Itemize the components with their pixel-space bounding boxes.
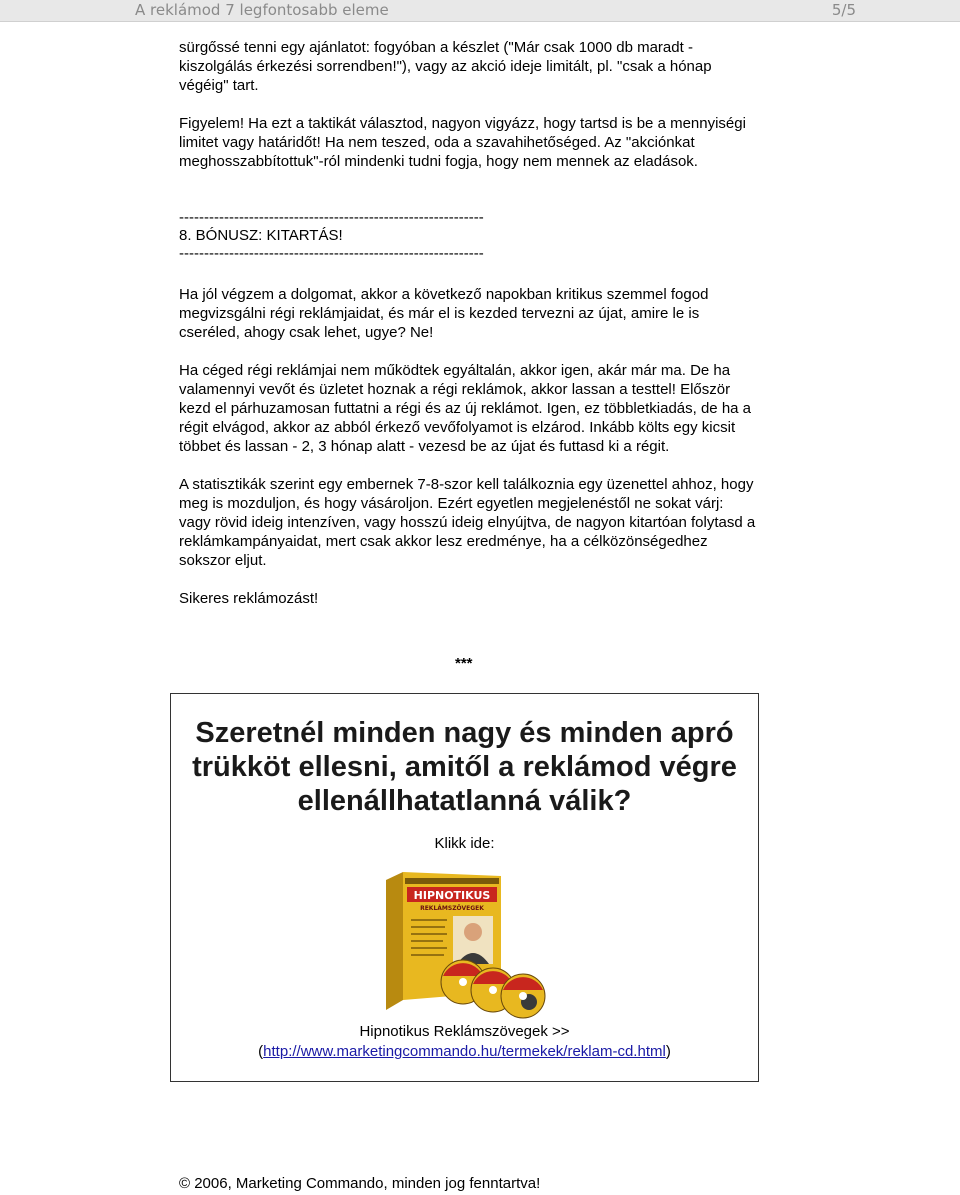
page-number: 5/5 [831,1,856,19]
box-brand-text: HIPNOTIKUS [413,889,491,902]
main-content [179,38,759,608]
paragraph-review: Ha jól végzem a dolgomat, akkor a következő napokban kritikus szemmel fogod megvizsgálni régi reklámjaidat, és már el is kezded tervezni az újat, amire le is cseréled, ahogy csak lehet, ugye? Ne! [179,286,709,341]
box-sub-text: REKLÁMSZÖVEGEK [420,905,484,912]
product-box-image[interactable] [381,872,551,1022]
box-side [386,872,403,1010]
paragraph-warning: Figyelem! Ha ezt a taktikát választod, nagyon vigyázz, hogy tartsd is be a mennyiségi limitet vagy határidőt! Ha nem teszed, oda a szavahihetőséged. Az "akciónkat meghosszabbítottuk"-ról mindenki tudni fogja, hogy nem mennek az eladások. [179,115,746,170]
box-portrait-head [464,923,482,941]
paragraph-old-ads: Ha céged régi reklámjai nem működtek egyáltalán, akkor igen, akár már ma. De ha valamennyi vevőt és üzletet hoznak a régi reklámok, akkor lassan a testtel! Először kezd el párhuzamosan futtatni a régi és az új reklámot. Igen, ez többletkiadás, de ha a régit elvágod, akkor az abból érkező vevőfolyamot is elzárod. Inkább költs egy kicsit többet és lassan - 2, 3 hónap alatt - vezesd be az újat és futtasd ki a régit. [179,362,752,455]
section-divider-stars: *** [455,655,473,672]
cd-discs [441,960,545,1018]
page-header [0,0,960,22]
bonus-heading: 8. BÓNUSZ: KITARTÁS! [179,227,343,244]
copyright-footer: © 2006, Marketing Commando, minden jog fenntartva! [179,1175,541,1192]
product-name: Hipnotikus Reklámszövegek >> [359,1023,570,1040]
separator-top: ------------------------------------------------------------- [179,209,484,226]
product-url-line [171,1042,758,1062]
paragraph-statistics: A statisztikák szerint egy embernek 7-8-szor kell találkoznia egy üzenettel ahhoz, hogy meg is mozduljon, és hogy vásároljon. Ezért egyetlen megjelenéstől ne sokat várj: vagy rövid ideig intenzíven, vagy hosszú ideig elnyújtva, de nagyon kitartóan folytasd a reklámkampányaidat, mert csak akkor lesz eredménye, ha a célközönségedhez sokszor eljut. [179,476,756,569]
separator-bottom: ------------------------------------------------------------- [179,245,484,262]
promo-cta: Klikk ide: [434,835,495,852]
paragraph-urgency: sürgőssé tenni egy ajánlatot: fogyóban a készlet ("Már csak 1000 db maradt - kiszolgálás érkezési sorrendben!"), vagy az akció ideje limitált, pl. "csak a hónap végéig" tart. [179,39,712,94]
document-title: A reklámod 7 legfontosabb eleme [135,1,389,19]
paragraph-closing: Sikeres reklámozást! [179,590,319,607]
product-link[interactable]: http://www.marketingcommando.hu/termekek/reklam-cd.html [263,1043,666,1060]
url-close-paren: ) [665,1043,671,1060]
promo-box [170,693,759,1082]
promo-headline: Szeretnél minden nagy és minden apró trükköt ellesni, amitől a reklámod végre ellenállhatatlanná válik? [192,717,737,817]
url-open-paren: ( [258,1043,264,1060]
box-author-band [405,878,499,884]
